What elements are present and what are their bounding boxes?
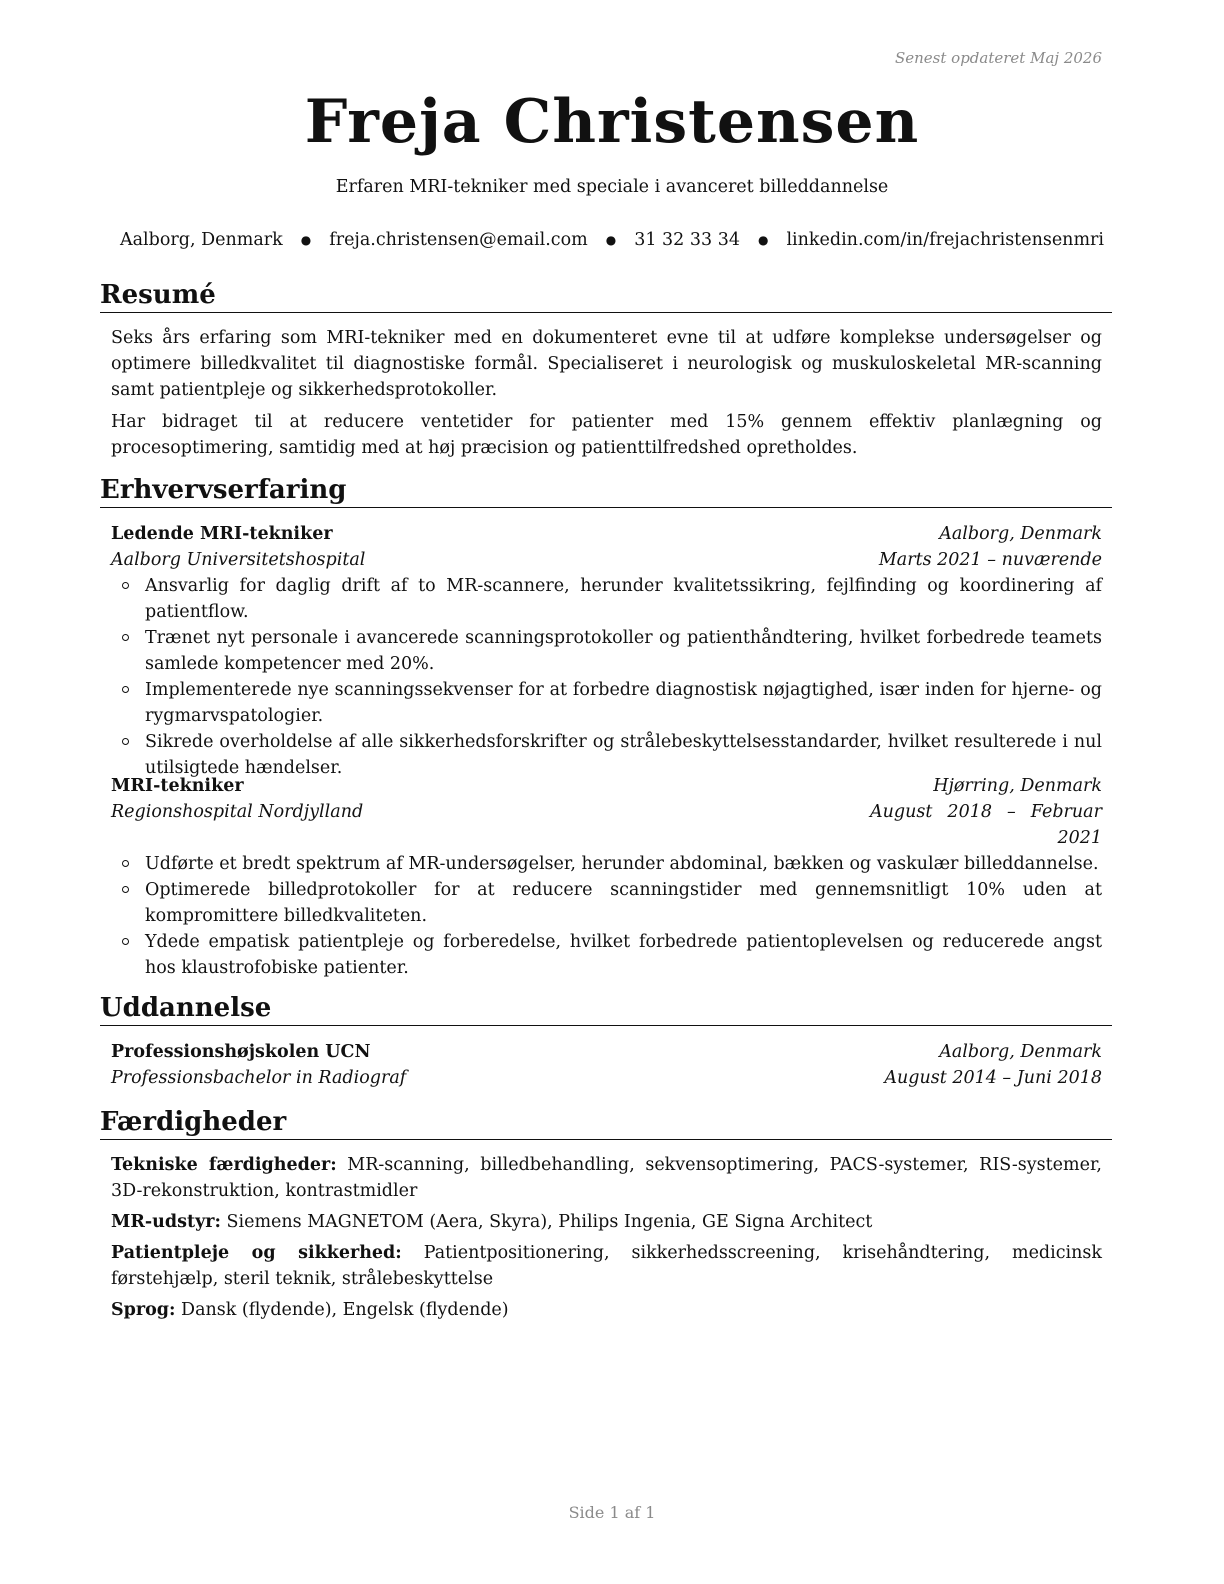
skill-value: MR-scanning, billedbehandling, sekvensoptimering, PACS-systemer, RIS-systemer, 3D-rekonstruktion, kontrastmidler bbox=[111, 1155, 1102, 1201]
separator-dot: ● bbox=[605, 233, 617, 247]
skill-label: Patientpleje og sikkerhed: bbox=[111, 1243, 402, 1263]
skill-label: Tekniske færdigheder: bbox=[111, 1155, 337, 1175]
summary-paragraph: Har bidraget til at reducere ventetider for patienter med 15% gennem effektiv planlægning og procesoptimering, samtidig med at høj præcision og patienttilfredshed opretholdes. bbox=[111, 412, 1102, 458]
education-degree: Professionsbachelor in Radiograf bbox=[111, 1068, 407, 1088]
separator-dot: ● bbox=[300, 233, 312, 247]
circle-bullet-icon bbox=[122, 738, 129, 745]
skill-row bbox=[111, 1209, 1102, 1235]
circle-bullet-icon bbox=[122, 686, 129, 693]
separator-dot: ● bbox=[757, 233, 769, 247]
circle-bullet-icon bbox=[122, 886, 129, 893]
job-employer: Aalborg Universitetshospital bbox=[111, 550, 366, 570]
education-dates: August 2014 – Juni 2018 bbox=[884, 1068, 1102, 1088]
contact-line bbox=[0, 227, 1224, 253]
skill-label: Sprog: bbox=[111, 1300, 176, 1320]
job-location: Aalborg, Denmark bbox=[939, 524, 1102, 544]
contact-location: Aalborg, Denmark bbox=[119, 230, 283, 250]
circle-bullet-icon bbox=[122, 938, 129, 945]
education-entry bbox=[111, 1039, 1102, 1091]
tagline: Erfaren MRI-tekniker med speciale i avanceret billeddannelse bbox=[335, 177, 889, 197]
skill-row bbox=[111, 1240, 1102, 1292]
candidate-name: Freja Christensen bbox=[304, 87, 920, 157]
circle-bullet-icon bbox=[122, 634, 129, 641]
list-item: Optimerede billedprotokoller for at reducere scanningstider med gennemsnitligt 10% uden at kompromittere billedkvaliteten. bbox=[111, 877, 1102, 929]
skill-value: Dansk (flydende), Engelsk (flydende) bbox=[181, 1300, 509, 1320]
contact-email[interactable]: freja.christensen@email.com bbox=[329, 230, 588, 250]
contact-linkedin[interactable]: linkedin.com/in/frejachristensenmri bbox=[786, 230, 1104, 250]
job-location: Hjørring, Denmark bbox=[933, 776, 1102, 796]
job-bullets bbox=[111, 573, 1102, 781]
list-item: Ansvarlig for daglig drift af to MR-scannere, herunder kvalitetssikring, fejlfinding og koordinering af patientflow. bbox=[111, 573, 1102, 625]
contact-phone: 31 32 33 34 bbox=[634, 230, 740, 250]
list-item: Implementerede nye scanningssekvenser for at forbedre diagnostisk nøjagtighed, især inden for hjerne- og rygmarvspatologier. bbox=[111, 677, 1102, 729]
skill-value: Siemens MAGNETOM (Aera, Skyra), Philips Ingenia, GE Signa Architect bbox=[226, 1212, 873, 1232]
job-dates: Marts 2021 – nuværende bbox=[878, 550, 1102, 570]
skill-label: MR-udstyr: bbox=[111, 1212, 221, 1232]
page-number: Side 1 af 1 bbox=[568, 1503, 656, 1522]
job-dates: August 2018 – Februar 2021 bbox=[870, 802, 1102, 848]
skill-value: Patientpositionering, sikkerhedsscreening, krisehåndtering, medicinsk førstehjælp, steril teknik, strålebeskyttelse bbox=[111, 1243, 1102, 1289]
list-item: Udførte et bredt spektrum af MR-undersøgelser, herunder abdominal, bækken og vaskulær billeddannelse. bbox=[111, 851, 1102, 877]
skills-section bbox=[111, 1152, 1102, 1328]
education-school: Professionshøjskolen UCN bbox=[111, 1042, 371, 1062]
job-employer: Regionshospital Nordjylland bbox=[111, 802, 364, 822]
summary-section bbox=[111, 325, 1102, 467]
skill-row bbox=[111, 1297, 1102, 1323]
job-entry bbox=[111, 773, 1102, 981]
circle-bullet-icon bbox=[122, 582, 129, 589]
section-title-education: Uddannelse bbox=[100, 991, 1112, 1026]
education-location: Aalborg, Denmark bbox=[939, 1042, 1102, 1062]
section-title-summary: Resumé bbox=[100, 278, 1112, 313]
circle-bullet-icon bbox=[122, 860, 129, 867]
list-item: Sikrede overholdelse af alle sikkerhedsforskrifter og strålebeskyttelsesstandarder, hvilket resulterede i nul utilsigtede hændelser. bbox=[111, 729, 1102, 781]
job-entry bbox=[111, 521, 1102, 781]
skill-row bbox=[111, 1152, 1102, 1204]
job-title: MRI-tekniker bbox=[111, 776, 244, 796]
section-title-skills: Færdigheder bbox=[100, 1105, 1112, 1140]
summary-paragraph: Seks års erfaring som MRI-tekniker med en dokumenteret evne til at udføre komplekse undersøgelser og optimere billedkvalitet til diagnostiske formål. Specialiseret i neurologisk og muskuloskeletal MR-scanning samt patientpleje og sikkerhedsprotokoller. bbox=[111, 328, 1102, 400]
list-item: Trænet nyt personale i avancerede scanningsprotokoller og patienthåndtering, hvilket forbedrede teamets samlede kompetencer med 20%. bbox=[111, 625, 1102, 677]
job-title: Ledende MRI-tekniker bbox=[111, 524, 333, 544]
last-updated: Senest opdateret Maj 2026 bbox=[894, 49, 1102, 67]
job-bullets bbox=[111, 851, 1102, 981]
list-item: Ydede empatisk patientpleje og forberedelse, hvilket forbedrede patientoplevelsen og reducerede angst hos klaustrofobiske patienter. bbox=[111, 929, 1102, 981]
section-title-experience: Erhvervserfaring bbox=[100, 473, 1112, 508]
